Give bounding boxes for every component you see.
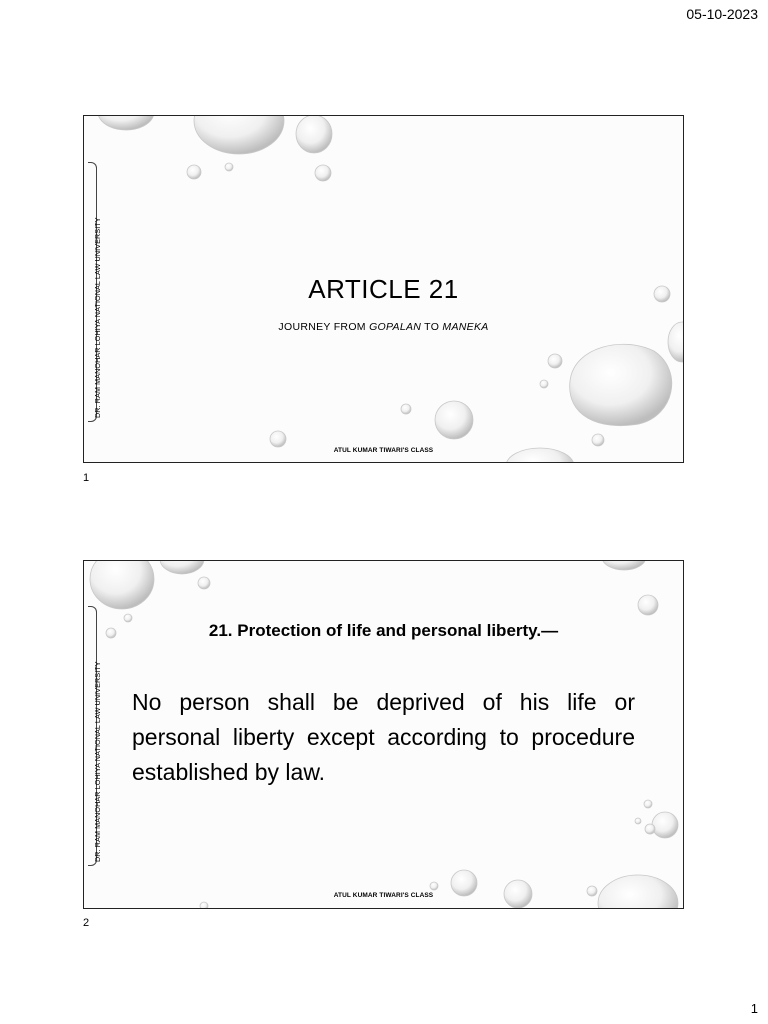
slide-2 [83, 560, 684, 909]
article-text: No person shall be deprived of his life or personal liberty except according to procedure established by law. [132, 689, 635, 785]
slide-footer: ATUL KUMAR TIWARI'S CLASS [333, 447, 434, 454]
case-maneka: MANEKA [442, 321, 489, 333]
print-date: 05-10-2023 [686, 6, 758, 22]
slide-1 [83, 115, 684, 463]
article-heading: 21. Protection of life and personal liberty.— [208, 621, 559, 640]
case-gopalan: GOPALAN [369, 321, 422, 333]
slide-title: ARTICLE 21 [308, 274, 459, 304]
page-number: 1 [750, 1001, 758, 1016]
slide-number: 2 [83, 917, 90, 929]
slide-footer: ATUL KUMAR TIWARI'S CLASS [333, 892, 434, 899]
university-name: DR. RAM MANOHAR LOHIYA NATIONAL LAW UNIVERSITY [93, 661, 102, 862]
slide-number: 1 [83, 472, 90, 484]
university-name: DR. RAM MANOHAR LOHIYA NATIONAL LAW UNIVERSITY [93, 217, 102, 418]
university-side-label [86, 561, 102, 908]
slide-subtitle: JOURNEY FROM GOPALAN TO MANEKA [278, 321, 489, 333]
